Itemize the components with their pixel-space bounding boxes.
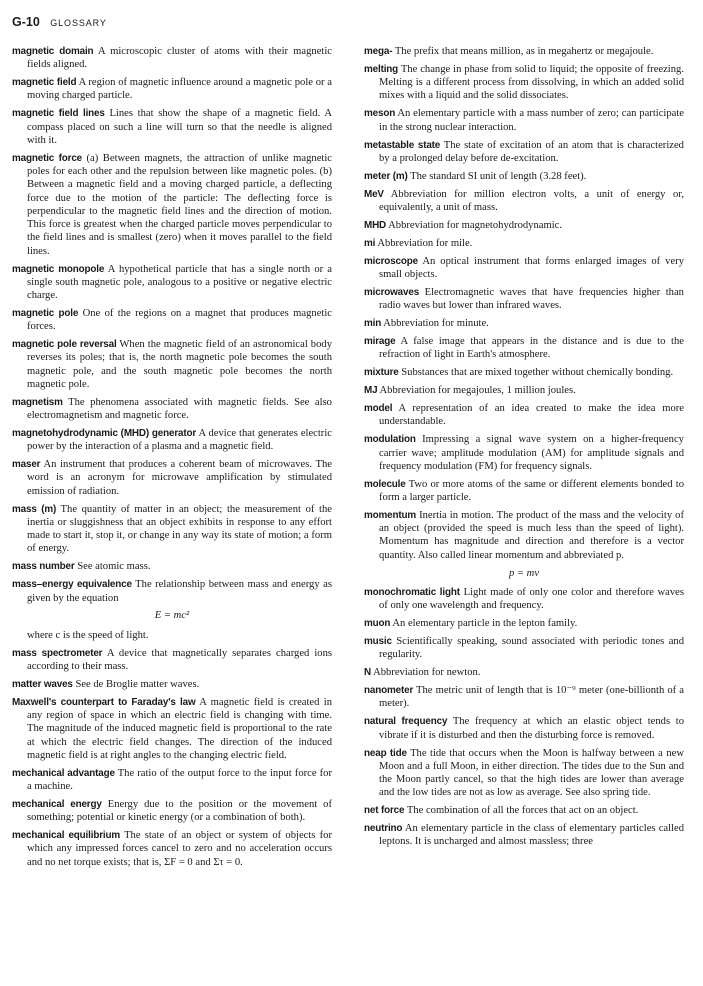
glossary-definition: Lines that show the shape of a magnetic field. A compass placed on such a line will turn so that the needle is aligned with it. — [27, 108, 332, 146]
glossary-entry — [364, 170, 684, 183]
glossary-entry — [364, 747, 684, 800]
glossary-definition: The standard SI unit of length (3.28 feet). — [410, 170, 587, 182]
glossary-entry — [364, 286, 684, 313]
glossary-definition: Two or more atoms of the same or different elements bonded to form a larger particle. — [379, 478, 684, 503]
glossary-term: matter waves — [12, 678, 73, 690]
glossary-term: melting — [364, 63, 399, 75]
glossary-definition: Abbreviation for mile. — [377, 237, 473, 249]
glossary-entry — [12, 107, 332, 147]
glossary-definition: Impressing a signal wave system on a higher-frequency carrier wave; amplitude modulation (AM) for amplitude signals and frequency modulation (FM) for frequency signals. — [379, 434, 684, 472]
glossary-definition: The metric unit of length that is 10⁻⁹ meter (one-billionth of a meter). — [379, 685, 684, 710]
glossary-definition: The phenomena associated with magnetic fields. See also electromagnetism and magnetic force. — [27, 396, 332, 422]
glossary-term: mechanical advantage — [12, 767, 115, 779]
glossary-term: magnetic pole reversal — [12, 339, 117, 351]
glossary-term: magnetic pole — [12, 307, 79, 319]
glossary-entry — [364, 617, 684, 630]
glossary-term: molecule — [364, 478, 406, 490]
glossary-definition: A false image that appears in the distance and is due to the refraction of light in Earth's atmosphere. — [379, 336, 684, 361]
glossary-definition: Inertia in motion. The product of the mass and the velocity of an object (provided the speed is much less than the speed of light). Momentum has magnitude and direction and therefore is a vector quantity. Also called linear momentum and abbreviated p. — [379, 509, 684, 561]
glossary-definition: An elementary particle with a mass number of zero; can participate in the strong nuclear interaction. — [379, 108, 684, 133]
glossary-entry — [12, 503, 332, 556]
glossary-definition: The state of an object or system of objects for which any impressed forces cancel to zero and no acceleration occurs and no net torque exists; that is, ΣF = 0 and Στ = 0. — [27, 830, 332, 868]
glossary-term: magnetic field lines — [12, 108, 105, 120]
glossary-definition: Abbreviation for newton. — [373, 667, 481, 679]
glossary-definition: See atomic mass. — [77, 561, 151, 573]
glossary-term: meter (m) — [364, 170, 408, 182]
glossary-definition: A region of magnetic influence around a magnetic pole or a moving charged particle. — [27, 77, 332, 102]
glossary-entry — [364, 219, 684, 232]
glossary-entry — [12, 678, 332, 691]
glossary-definition: (a) Between magnets, the attraction of unlike magnetic poles for each other and the repulsion between like magnetic poles. (b) Between a magnetic field and a moving charged particle, a deflecting force due to the motion of the particle: The deflecting force is perpendicular to the magnetic field lines and the direction of motion. This force is greatest when the charged particle moves perpendicular to the field lines and is smallest (zero) when it moves parallel to the field lines. — [27, 152, 332, 257]
glossary-entry — [12, 798, 332, 825]
glossary-entry — [364, 139, 684, 166]
glossary-definition: One of the regions on a magnet that produces magnetic forces. — [27, 307, 333, 333]
glossary-definition: An elementary particle in the lepton family. — [392, 618, 578, 630]
glossary-term: metastable state — [364, 139, 441, 151]
glossary-term: mechanical equilibrium — [12, 830, 121, 842]
glossary-definition: Electromagnetic waves that have frequencies higher than radio waves but lower than infrared waves. — [379, 286, 684, 312]
glossary-term: Maxwell's counterpart to Faraday's law — [12, 696, 196, 708]
glossary-entry — [364, 255, 684, 282]
glossary-term: magnetic force — [12, 152, 83, 164]
left-column — [12, 45, 332, 874]
glossary-term: model — [364, 403, 393, 415]
glossary-term: maser — [12, 459, 41, 471]
glossary-term: music — [364, 636, 392, 647]
glossary-term: modulation — [364, 434, 416, 446]
glossary-term: mega- — [364, 46, 393, 57]
glossary-definition: An elementary particle in the class of elementary particles called leptons. It is uncharged and almost massless; three — [379, 823, 684, 848]
glossary-definition: The frequency at which an elastic object tends to vibrate if it is disturbed and then the disturbing force is removed. — [379, 716, 684, 741]
glossary-entry — [12, 396, 332, 423]
glossary-definition: The state of excitation of an atom that is characterized by a prolonged delay before de-excitation. — [379, 139, 684, 164]
glossary-definition: The combination of all the forces that act on an object. — [406, 805, 639, 817]
glossary-entry — [12, 560, 332, 573]
glossary-entry — [364, 804, 684, 817]
glossary-entry — [12, 263, 332, 303]
glossary-definition: An instrument that produces a coherent beam of microwaves. The word is an acronym for microwave amplification by stimulated emission of radiation. — [27, 459, 332, 497]
glossary-entry — [364, 335, 684, 362]
glossary-term: muon — [364, 618, 391, 630]
glossary-definition: The change in phase from solid to liquid; the opposite of freezing. Melting is a different process from dissolving, in which an added solid mixes with a liquid and the solid dissociates. — [379, 63, 684, 102]
glossary-definition: An optical instrument that forms enlarged images of very small objects. — [379, 255, 684, 280]
glossary-entry — [364, 107, 684, 134]
glossary-definition: Abbreviation for million electron volts, a unit of energy or, equivalently, a unit of mass. — [379, 188, 684, 213]
glossary-definition: A magnetic field is created in any region of space in which an electric field is changing with time. The magnitude of the induced magnetic field is proportional to the rate at which the electric field changes. The direction of the induced magnetic field is at right angles to the changing electric field. — [27, 696, 332, 761]
glossary-term: mass (m) — [12, 503, 57, 515]
glossary-definition: Substances that are mixed together without chemically bonding. — [401, 367, 674, 379]
glossary-entry — [12, 647, 332, 674]
glossary-entry — [12, 76, 332, 103]
glossary-definition: A representation of an idea created to make the idea more understandable. — [379, 403, 684, 428]
glossary-definition: Energy due to the position or the movement of something; potential or kinetic energy (or a combination of both). — [27, 798, 332, 824]
glossary-definition: The ratio of the output force to the input force for a machine. — [27, 767, 332, 792]
glossary-entry — [364, 715, 684, 742]
page-header — [12, 13, 107, 31]
glossary-term: monochromatic light — [364, 586, 460, 598]
glossary-entry — [12, 829, 332, 869]
glossary-definition: The relationship between mass and energy as given by the equation — [27, 579, 332, 604]
glossary-term: mirage — [364, 336, 396, 348]
glossary-term: magnetic domain — [12, 46, 94, 57]
glossary-term: natural frequency — [364, 716, 448, 728]
glossary-entry — [12, 767, 332, 794]
glossary-entry — [364, 402, 684, 429]
glossary-entry — [12, 427, 332, 454]
glossary-definition: The quantity of matter in an object; the measurement of the inertia or sluggishness that an object exhibits in response to any effort made to start it, stop it, or change in any way its state of motion; a form of energy. — [27, 503, 332, 555]
glossary-entry — [364, 366, 684, 379]
glossary-entry — [364, 586, 684, 613]
glossary-term: MHD — [364, 219, 387, 231]
glossary-term: microscope — [364, 255, 418, 267]
glossary-term: momentum — [364, 509, 417, 521]
glossary-entry — [364, 188, 684, 215]
glossary-term: magnetohydrodynamic (MHD) generator — [12, 428, 197, 439]
glossary-entry — [364, 666, 684, 679]
glossary-entry — [12, 152, 332, 258]
glossary-entry — [364, 45, 684, 58]
glossary-definition: Light made of only one color and therefore waves of only one wavelength and frequency. — [379, 586, 684, 612]
glossary-entry — [364, 317, 684, 330]
glossary-entry — [364, 822, 684, 849]
glossary-entry — [12, 307, 332, 334]
glossary-entry — [364, 237, 684, 250]
glossary-entry — [12, 338, 332, 391]
glossary-term: MJ — [364, 385, 378, 397]
glossary-entry — [364, 63, 684, 103]
page-number: G-10 — [12, 15, 40, 29]
definition-continuation: where c is the speed of light. — [27, 629, 149, 641]
glossary-term: mass number — [12, 561, 75, 573]
right-column — [364, 45, 684, 853]
glossary-definition: Abbreviation for megajoules, 1 million joules. — [379, 385, 576, 397]
glossary-definition: See de Broglie matter waves. — [75, 678, 200, 690]
glossary-term: microwaves — [364, 286, 420, 298]
glossary-term: mechanical energy — [12, 798, 102, 810]
glossary-entry — [364, 384, 684, 397]
glossary-entry — [12, 45, 332, 72]
glossary-definition: Abbreviation for minute. — [383, 318, 489, 330]
glossary-term: mass–energy equivalence — [12, 579, 132, 591]
glossary-term: net force — [364, 805, 405, 817]
glossary-term: N — [364, 667, 371, 679]
equation: E = mc² — [154, 610, 190, 622]
glossary-term: neap tide — [364, 747, 407, 759]
glossary-entry — [12, 578, 332, 605]
glossary-definition: Abbreviation for magnetohydrodynamic. — [388, 219, 562, 231]
glossary-entry — [12, 696, 332, 762]
glossary-term: MeV — [364, 188, 384, 200]
glossary-definition: A device that magnetically separates charged ions according to their mass. — [27, 647, 332, 672]
glossary-term: magnetism — [12, 396, 63, 408]
glossary-definition: When the magnetic field of an astronomical body reverses its poles; that is, the north magnetic pole becomes the south magnetic pole, and the south magnetic pole becomes the north magnetic pole. — [27, 339, 332, 390]
glossary-definition: A hypothetical particle that has a single north or a single south magnetic pole, analogous to a positive or negative electric charge. — [27, 263, 332, 301]
glossary-term: mixture — [364, 367, 399, 379]
section-title: GLOSSARY — [50, 18, 107, 28]
glossary-entry — [364, 635, 684, 662]
glossary-definition: The tide that occurs when the Moon is halfway between a new Moon and a full Moon, in either direction. The tides due to the Sun and the Moon partly cancel, so that the high tides are lower than average and the low tides are not as low as average. See also spring tide. — [379, 747, 684, 799]
glossary-term: magnetic monopole — [12, 263, 105, 275]
glossary-term: nanometer — [364, 685, 414, 697]
equation: p = mv — [508, 567, 540, 579]
glossary-definition: A device that generates electric power by the interaction of a plasma and a magnetic field. — [27, 428, 332, 453]
glossary-entry — [364, 478, 684, 505]
glossary-term: meson — [364, 108, 396, 120]
glossary-entry — [364, 684, 684, 711]
glossary-term: mi — [364, 237, 376, 249]
glossary-entry — [364, 433, 684, 473]
glossary-entry — [12, 458, 332, 498]
glossary-definition: Scientifically speaking, sound associated with periodic tones and regularity. — [379, 636, 684, 661]
glossary-definition: A microscopic cluster of atoms with their magnetic fields aligned. — [27, 46, 332, 71]
glossary-definition: The prefix that means million, as in megahertz or megajoule. — [394, 46, 654, 57]
glossary-term: neutrino — [364, 823, 403, 835]
glossary-term: mass spectrometer — [12, 647, 103, 659]
glossary-entry — [364, 509, 684, 562]
glossary-term: magnetic field — [12, 77, 77, 89]
glossary-term: min — [364, 318, 382, 330]
